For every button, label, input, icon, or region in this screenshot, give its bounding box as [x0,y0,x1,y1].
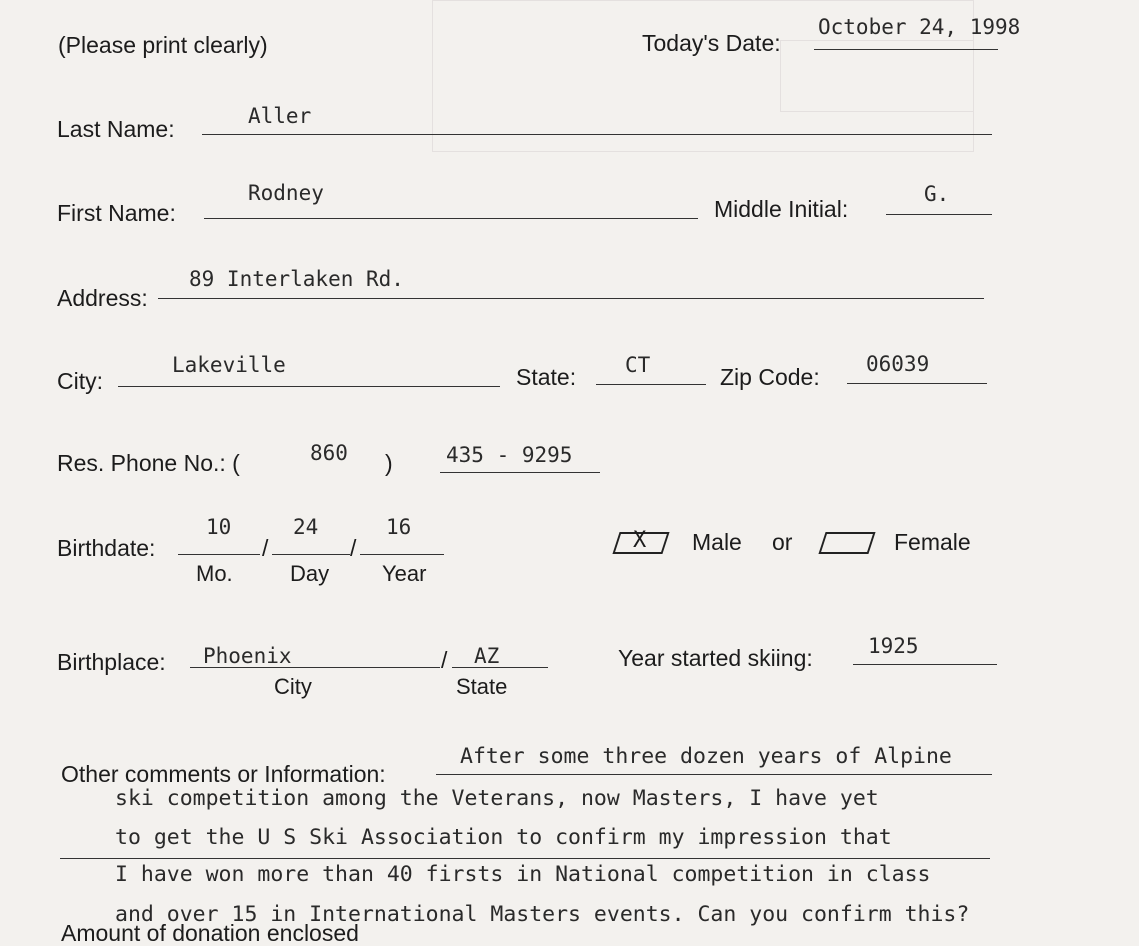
state-value: CT [625,353,651,377]
birthdate-label: Birthdate: [57,535,156,561]
city-label: City: [57,368,103,394]
phone-area-code: 860 [310,441,348,465]
address-label: Address: [57,285,148,311]
birth-slash-2: / [350,535,357,561]
first-name-value: Rodney [248,181,324,205]
comments-label: Other comments or Information: [61,761,386,787]
or-label: or [772,529,793,555]
male-label: Male [692,529,742,555]
female-checkbox[interactable] [818,532,875,554]
year-started-line [853,664,997,665]
comment-line-3: to get the U S Ski Association to confirm my impression that [115,825,892,850]
birth-month-value: 10 [206,515,232,539]
birthplace-city-sublabel: City [274,674,312,699]
todays-date-value: October 24, 1998 [818,15,1021,39]
birthplace-label: Birthplace: [57,649,166,675]
todays-date-line [814,49,998,50]
donation-label: Amount of donation enclosed [61,920,359,946]
year-started-value: 1925 [868,634,919,658]
city-line [118,386,500,387]
birthplace-city-line [190,667,440,668]
state-line [596,384,706,385]
male-checkbox-mark: X [633,528,647,553]
birth-month-line [178,554,260,555]
last-name-label: Last Name: [57,116,175,142]
middle-initial-label: Middle Initial: [714,196,849,222]
middle-initial-line [886,214,992,215]
zip-code-value: 06039 [866,352,930,376]
birth-month-sublabel: Mo. [196,561,233,586]
zip-code-line [847,383,987,384]
zip-code-label: Zip Code: [720,364,820,390]
birth-day-sublabel: Day [290,561,330,586]
state-label: State: [516,364,577,390]
birthplace-state-line [452,667,548,668]
middle-initial-value: G. [924,182,950,206]
phone-label: Res. Phone No.: ( [57,450,240,476]
last-name-line [202,134,992,135]
birth-day-value: 24 [293,515,319,539]
bleed-table-col [780,40,974,112]
birth-year-sublabel: Year [382,561,427,586]
birth-day-line [272,554,350,555]
birth-slash-1: / [262,535,269,561]
comment-line-5: and over 15 in International Masters events. Can you confirm this? [115,902,970,927]
last-name-value: Aller [248,104,312,128]
comment-line-1: After some three dozen years of Alpine [460,744,952,769]
comments-rule-2 [60,858,990,859]
city-value: Lakeville [172,353,286,377]
comment-line-4: I have won more than 40 firsts in National competition in class [115,862,931,887]
first-name-label: First Name: [57,200,176,226]
female-label: Female [894,529,971,555]
phone-close-paren: ) [385,450,393,476]
address-value: 89 Interlaken Rd. [189,267,404,291]
birth-year-value: 16 [386,515,412,539]
phone-line [440,472,600,473]
birthplace-state-value: AZ [474,644,500,668]
instruction-text: (Please print clearly) [58,32,268,58]
todays-date-label: Today's Date: [642,30,781,56]
comments-rule-1 [436,774,992,775]
first-name-line [204,218,698,219]
birthplace-slash: / [441,647,448,673]
comment-line-2: ski competition among the Veterans, now Masters, I have yet [115,786,879,811]
birthplace-city-value: Phoenix [203,644,292,668]
phone-number: 435 - 9295 [446,443,573,467]
address-line [158,298,984,299]
birthplace-state-sublabel: State [456,674,508,699]
year-started-label: Year started skiing: [618,645,813,671]
birth-year-line [360,554,444,555]
